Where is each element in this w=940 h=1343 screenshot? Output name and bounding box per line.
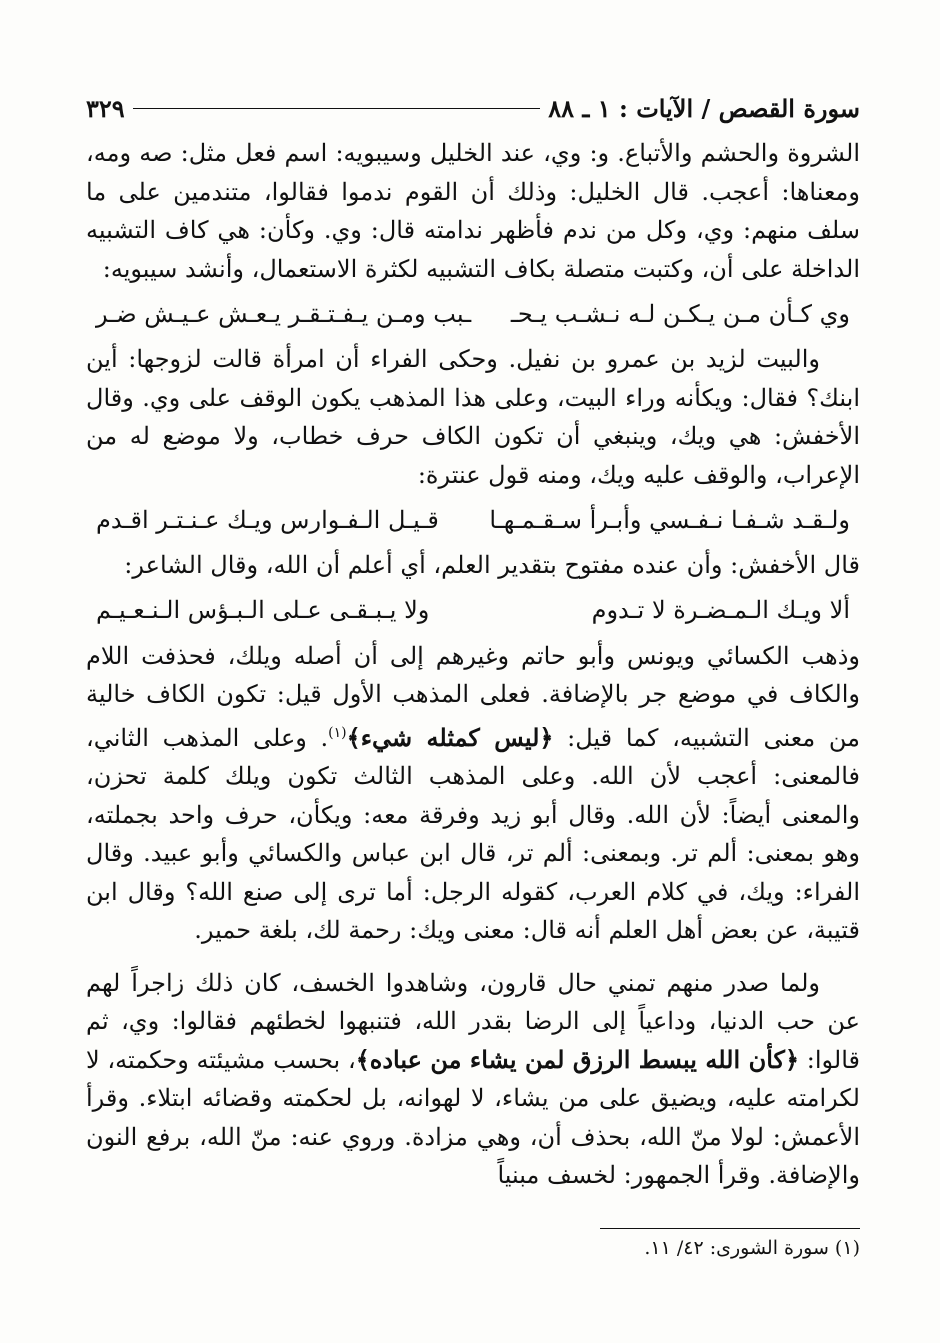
text-run: . وعلى المذهب الثاني، فالمعنى: أعجب لأن الله. وعلى المذهب الثالث تكون ويلك كلمة تحزن، والمعنى أيضاً: لأن الله. وقال أبو زيد وفرقة معه: ويكأن، حرف واحد بجملته، وهو بمعنى: ألم تر. وبمعنى: ألم تر، قال ابن عباس والكسائي وأبو عبيد. وقال الفراء: ويك، في كلام العرب، كقوله الرجل: أما ترى إلى صنع الله؟ وقال ابن قتيبة، عن بعض أهل العلم أنه قال: معنى ويك: رحمة لك، بلغة حمير. — [86, 723, 860, 944]
surah-range: سورة القصص / الآيات : ١ ـ ٨٨ — [548, 93, 860, 123]
verse — [86, 494, 860, 546]
verse-hemistich: وي كـأن مـن يـكـن لـه نـشـب يـحـ — [510, 299, 850, 328]
footnotes — [86, 1228, 860, 1259]
verse-hemistich: ولـقـد شـفـا نـفـسي وأبـرأ سـقـمـهـا — [489, 505, 850, 534]
text-run: وذهب الكسائي ويونس وأبو حاتم وغيرهم إلى أن أصله ويلك، فحذفت اللام والكاف في موضع جر بالإضافة. فعلى المذهب الأول قيل: تكون الكاف خالية من معنى التشبيه، كما قيل: — [86, 641, 860, 752]
header-rule — [133, 108, 541, 109]
quran-quote: ﴿ليس كمثله شيء﴾ — [346, 722, 554, 752]
verse — [86, 585, 860, 637]
paragraph: قال الأخفش: وأن عنده مفتوح بتقدير العلم، أي أعلم أن الله، وقال الشاعر: — [124, 551, 860, 579]
footnote-rule — [600, 1228, 860, 1229]
verse-hemistich: ولا يـبـقـى عـلى الـبـؤس الـنـعـيـم — [96, 596, 430, 625]
paragraph: والبيت لزيد بن عمرو بن نفيل. وحكى الفراء أن امرأة قالت لزوجها: أين ابنك؟ فقال: ويكأنه وراء البيت، وعلى هذا المذهب يكون الوقف على وي. وقال الأخفش: هي ويك، وينبغي أن تكون الكاف حرف خطاب، ولا موضع له من الإعراب، والوقف عليه ويك، ومنه قول عنترة: — [86, 345, 860, 489]
verse-hemistich: قـيـل الـفـوارس ويـك عـنـتـر اقـدم — [96, 505, 439, 534]
quran-quote: ﴿كأن الله يبسط الرزق لمن يشاء من عباده﴾ — [355, 1044, 800, 1074]
footnote: (١) سورة الشورى: ٤٢/ ١١. — [644, 1237, 860, 1259]
verse-hemistich: ألا ويـك الـمـضـرة لا تـدوم — [591, 596, 850, 625]
body-text — [86, 134, 860, 1195]
paragraph — [86, 637, 860, 950]
verse — [86, 288, 860, 340]
footnote-ref: (١) — [328, 724, 347, 741]
paragraph — [86, 964, 860, 1195]
verse-hemistich: ـبب ومـن يـفـتـقـر يـعـش عـيـش ضـر — [96, 299, 472, 328]
text-run: ، بحسب مشيئته وحكمته، لا لكرامته عليه، ويضيق على من يشاء، لا لهوانه، بل لحكمته وقضائه ابتلاء. وقرأ الأعمش: لولا منّ الله، بحذف أن، وهي مزادة. وروي عنه: منّ الله، برفع النون والإضافة. وقرأ الجمهور: لخسف مبنياً — [86, 1045, 860, 1189]
page-number: ٣٢٩ — [86, 93, 125, 123]
text-run: ولما صدر منهم تمني حال قارون، وشاهدوا الخسف، كان ذلك زاجراً لهم عن حب الدنيا، وداعياً إلى الرضا بقدر الله، فتنبهوا لخطئهم فقالوا: وي، ثم قالوا: — [86, 968, 860, 1074]
page-header — [86, 88, 860, 128]
paragraph: الشروة والحشم والأتباع. و: وي، عند الخليل وسيبويه: اسم فعل مثل: صه ومه، ومعناها: أعجب. قال الخليل: وذلك أن القوم ندموا فقالوا، متندمين على ما سلف منهم: وي، وكل من ندم فأظهر ندامته قال: وي. وكأن: هي كاف التشبيه الداخلة على أن، وكتبت متصلة بكاف التشبيه لكثرة الاستعمال، وأنشد سيبويه: — [86, 139, 860, 283]
